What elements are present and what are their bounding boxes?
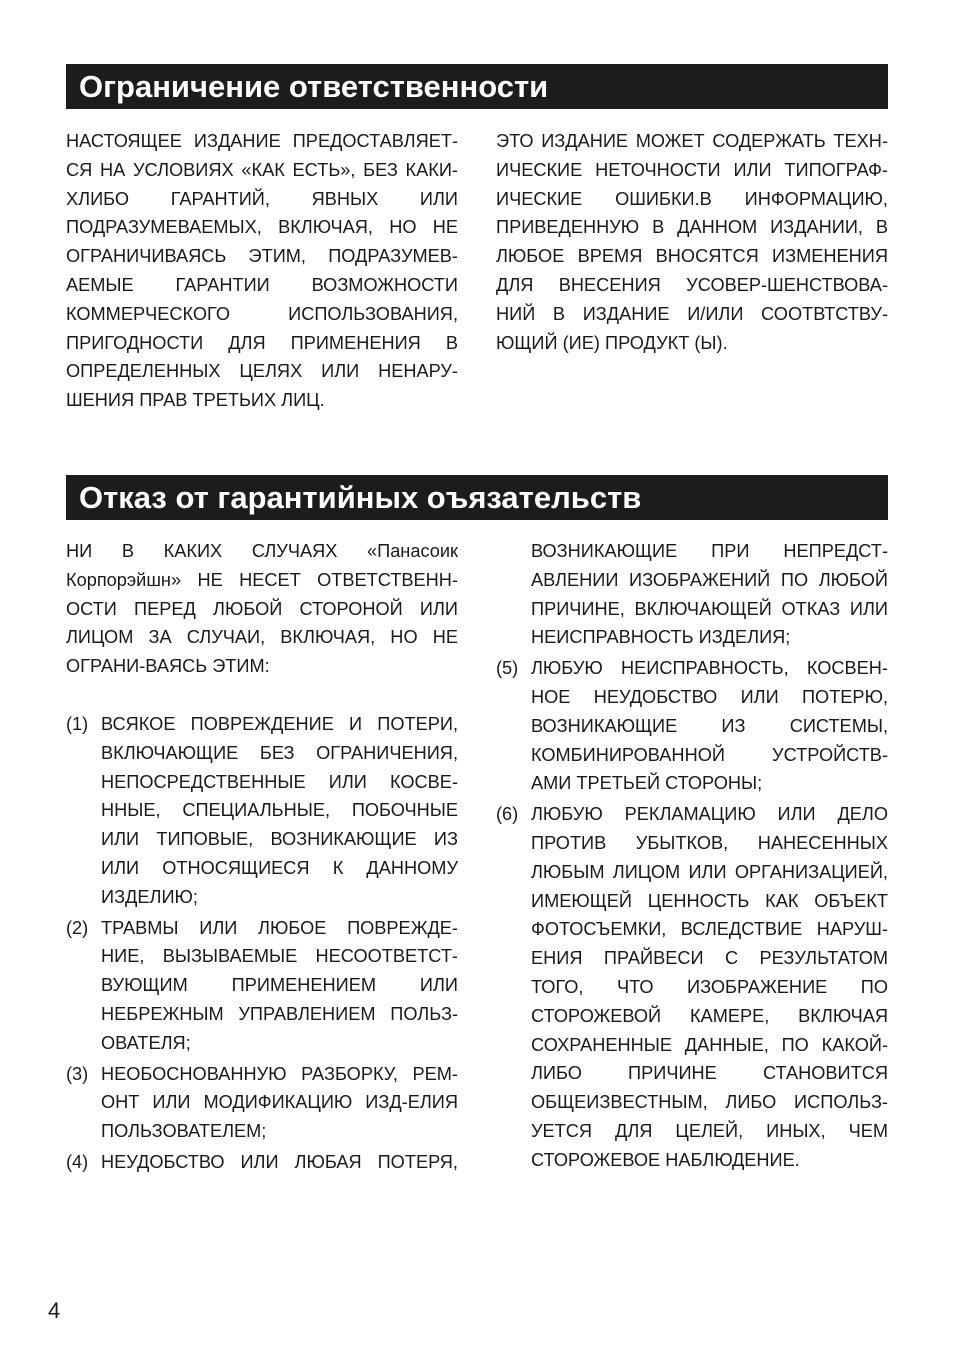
- text-line: НИ В КАКИХ СЛУЧАЯХ «Панасоик: [66, 541, 458, 561]
- text-line: НЕИСПРАВНОСТЬ ИЗДЕЛИЯ;: [531, 627, 791, 648]
- text-line: ИЗДЕЛИЮ;: [101, 886, 198, 907]
- text-line: ЕНИЯ ПРАЙВЕСИ С РЕЗУЛЬТАТОМ: [531, 948, 888, 969]
- text-line: КОМБИНИРОВАННОЙ УСТРОЙСТВ-: [531, 744, 888, 765]
- text-line: ВУЮЩИМ ПРИМЕНЕНИЕМ ИЛИ: [101, 975, 458, 996]
- item-number: (3): [66, 1063, 89, 1084]
- text-line: НЕУДОБСТВО ИЛИ ЛЮБАЯ ПОТЕРЯ,: [101, 1151, 458, 1172]
- text-line: ХЛИБО ГАРАНТИЙ, ЯВНЫХ ИЛИ: [66, 188, 458, 209]
- text-line: ИЛИ ТИПОВЫЕ, ВОЗНИКАЮЩИЕ ИЗ: [101, 829, 458, 850]
- text-line: ЛЮБУЮ РЕКЛАМАЦИЮ ИЛИ ДЕЛО: [531, 804, 888, 825]
- text-line: ЛИБО ПРИЧИНЕ СТАНОВИТСЯ: [531, 1063, 888, 1084]
- text-line: КОММЕРЧЕСКОГО ИСПОЛЬЗОВАНИЯ,: [66, 303, 458, 324]
- list-item: [66, 710, 458, 912]
- text-line: ТРАВМЫ ИЛИ ЛЮБОЕ ПОВРЕЖДЕ-: [101, 917, 458, 938]
- list-item: [66, 1148, 458, 1177]
- text-line: АЕМЫЕ ГАРАНТИИ ВОЗМОЖНОСТИ: [66, 274, 458, 295]
- text-line: ТОГО, ЧТО ИЗОБРАЖЕНИЕ ПО: [531, 976, 888, 997]
- text-line: ВОЗНИКАЮЩИЕ ПРИ НЕПРЕДСТ-: [531, 541, 888, 561]
- text-line: НИЙ В ИЗДАНИЕ И/ИЛИ СООТВТСТВУ-: [496, 303, 888, 324]
- disclaimer-left-column: [66, 537, 458, 1179]
- text-line: ЛИЦОМ ЗА СЛУЧАИ, ВКЛЮЧАЯ, НО НЕ: [66, 627, 458, 648]
- list-item: [66, 914, 458, 1058]
- text-line: ПОЛЬЗОВАТЕЛЕМ;: [101, 1121, 267, 1142]
- item-number: (1): [66, 713, 89, 734]
- text-line: ОГРАНИ-ВАЯСЬ ЭТИМ:: [66, 656, 270, 677]
- text-line: ЮЩИЙ (ИЕ) ПРОДУКТ (Ы).: [496, 332, 728, 353]
- text-line: ОБЩЕИЗВЕСТНЫМ, ЛИБО ИСПОЛЬЗ-: [531, 1092, 888, 1113]
- item-number: (2): [66, 917, 89, 938]
- text-line: ОГРАНИЧИВАЯСЬ ЭТИМ, ПОДРАЗУМЕВ-: [66, 246, 458, 267]
- text-line: ШЕНИЯ ПРАВ ТРЕТЬИХ ЛИЦ.: [66, 390, 325, 411]
- list-item: [66, 1060, 458, 1146]
- text-line: НЕОБОСНОВАННУЮ РАЗБОРКУ, РЕМ-: [101, 1063, 458, 1084]
- text-line: ОВАТЕЛЯ;: [101, 1032, 191, 1053]
- text-line: АМИ ТРЕТЬЕЙ СТОРОНЫ;: [531, 773, 763, 794]
- text-line: ОСТИ ПЕРЕД ЛЮБОЙ СТОРОНОЙ ИЛИ: [66, 598, 458, 619]
- text-line: ВСЯКОЕ ПОВРЕЖДЕНИЕ И ПОТЕРИ,: [101, 713, 458, 734]
- disclaimer-right-column: [496, 537, 888, 1177]
- text-line: НЕПОСРЕДСТВЕННЫЕ ИЛИ КОСВЕ-: [101, 771, 458, 792]
- text-line: Корпорэйшн» НЕ НЕСЕТ ОТВЕТСТВЕНН-: [66, 569, 458, 590]
- text-line: ОНТ ИЛИ МОДИФИКАЦИЮ ИЗД-ЕЛИЯ: [101, 1092, 458, 1113]
- text-line: ВОЗНИКАЮЩИЕ ИЗ СИСТЕМЫ,: [531, 715, 888, 736]
- text-line: СЯ НА УСЛОВИЯХ «КАК ЕСТЬ», БЕЗ КАКИ-: [66, 159, 458, 180]
- text-line: СТОРОЖЕВОЕ НАБЛЮДЕНИЕ.: [531, 1149, 800, 1170]
- list-item-continuation: [496, 537, 888, 652]
- text-line: ОПРЕДЕЛЕННЫХ ЦЕЛЯХ ИЛИ НЕНАРУ-: [66, 361, 458, 382]
- text-line: НЕБРЕЖНЫМ УПРАВЛЕНИЕМ ПОЛЬЗ-: [101, 1003, 458, 1024]
- text-line: ПРИВЕДЕННУЮ В ДАННОМ ИЗДАНИИ, В: [496, 217, 888, 238]
- section-heading-liability: Ограничение ответственности: [66, 64, 888, 109]
- liability-left-column: [66, 127, 458, 415]
- disclaimer-intro: [66, 537, 458, 681]
- liability-right-column: [496, 127, 888, 357]
- text-line: ИЧЕСКИЕ ОШИБКИ.В ИНФОРМАЦИЮ,: [496, 188, 888, 209]
- text-line: ИЛИ ОТНОСЯЩИЕСЯ К ДАННОМУ: [101, 857, 458, 878]
- text-line: НИЕ, ВЫЗЫВАЕМЫЕ НЕСООТВЕТСТ-: [101, 946, 458, 967]
- text-line: ДЛЯ ВНЕСЕНИЯ УСОВЕР-ШЕНСТВОВА-: [496, 274, 888, 295]
- text-line: НАСТОЯЩЕЕ ИЗДАНИЕ ПРЕДОСТАВЛЯЕТ-: [66, 131, 458, 151]
- item-number: (4): [66, 1151, 89, 1172]
- text-line: ПРИЧИНЕ, ВКЛЮЧАЮЩЕЙ ОТКАЗ ИЛИ: [531, 598, 888, 619]
- text-line: ПРИГОДНОСТИ ДЛЯ ПРИМЕНЕНИЯ В: [66, 332, 458, 353]
- text-line: ННЫЕ, СПЕЦИАЛЬНЫЕ, ПОБОЧНЫЕ: [101, 800, 458, 821]
- item-number: (6): [496, 804, 519, 825]
- text-line: АВЛЕНИИ ИЗОБРАЖЕНИЙ ПО ЛЮБОЙ: [531, 569, 888, 590]
- text-line: ИМЕЮЩЕЙ ЦЕННОСТЬ КАК ОБЪЕКТ: [531, 890, 888, 911]
- text-line: ЭТО ИЗДАНИЕ МОЖЕТ СОДЕРЖАТЬ ТЕХН-: [496, 131, 888, 151]
- text-line: ИЧЕСКИЕ НЕТОЧНОСТИ ИЛИ ТИПОГРАФ-: [496, 159, 888, 180]
- text-line: СТОРОЖЕВОЙ КАМЕРЕ, ВКЛЮЧАЯ: [531, 1005, 888, 1026]
- section-heading-warranty-disclaimer: Отказ от гарантийных оъязательств: [66, 475, 888, 520]
- text-line: СОХРАНЕННЫЕ ДАННЫЕ, ПО КАКОЙ-: [531, 1034, 888, 1055]
- page-number: 4: [48, 1298, 61, 1323]
- item-number: (5): [496, 658, 519, 679]
- text-line: ЛЮБОЕ ВРЕМЯ ВНОСЯТСЯ ИЗМЕНЕНИЯ: [496, 246, 888, 267]
- text-line: НОЕ НЕУДОБСТВО ИЛИ ПОТЕРЮ,: [531, 686, 888, 707]
- list-item: [496, 654, 888, 798]
- text-line: ФОТОСЪЕМКИ, ВСЛЕДСТВИЕ НАРУШ-: [531, 919, 888, 940]
- list-item: [496, 800, 888, 1174]
- text-line: ЛЮБЫМ ЛИЦОМ ИЛИ ОРГАНИЗАЦИЕЙ,: [531, 861, 888, 882]
- text-line: ВКЛЮЧАЮЩИЕ БЕЗ ОГРАНИЧЕНИЯ,: [101, 742, 458, 763]
- text-line: ПОДРАЗУМЕВАЕМЫХ, ВКЛЮЧАЯ, НО НЕ: [66, 217, 458, 238]
- text-line: ЛЮБУЮ НЕИСПРАВНОСТЬ, КОСВЕН-: [531, 658, 888, 679]
- text-line: ПРОТИВ УБЫТКОВ, НАНЕСЕННЫХ: [531, 832, 888, 853]
- text-line: УЕТСЯ ДЛЯ ЦЕЛЕЙ, ИНЫХ, ЧЕМ: [531, 1120, 888, 1141]
